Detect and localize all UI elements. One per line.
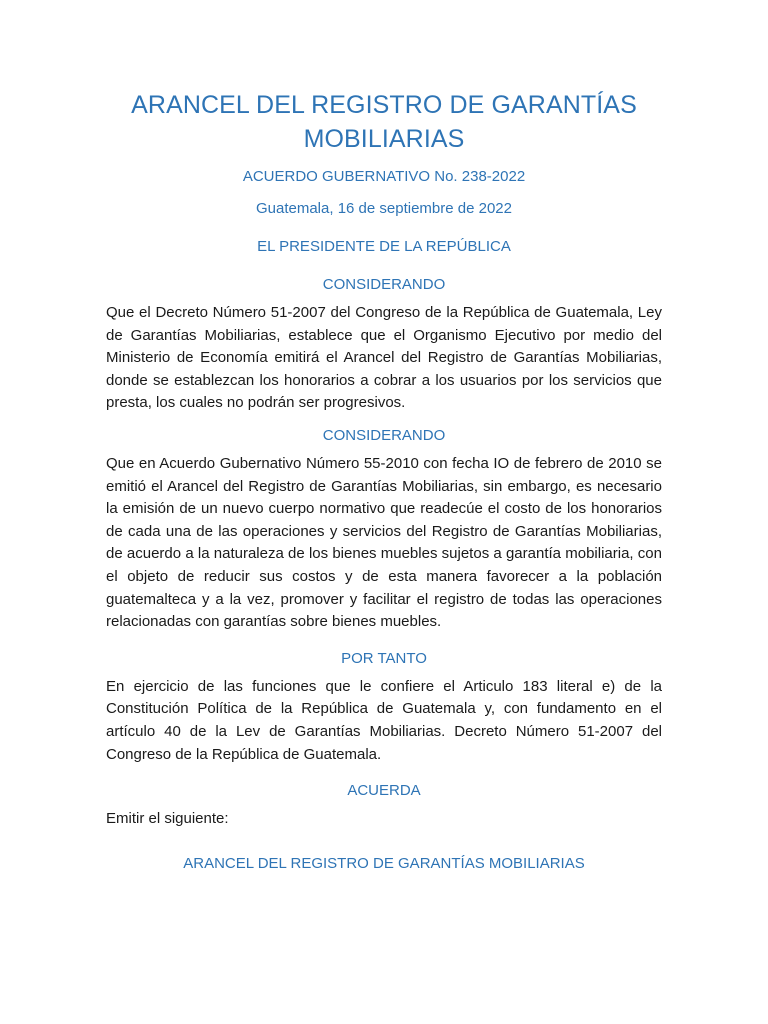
considering-paragraph-1: Que el Decreto Número 51-2007 del Congreso de la República de Guatemala, Ley de Garantías Mobiliarias, establece que el Organismo Ejecutivo por medio del Ministerio de Economía emitirá el Arancel del Registro de Garantías Mobiliarias, donde se establezcan los honorarios a cobrar a los usuarios por los servicios que presta, los cuales no podrán ser progresivos. — [106, 304, 662, 412]
therefore-heading: POR TANTO — [341, 649, 427, 667]
president-heading: EL PRESIDENTE DE LA REPÚBLICA — [257, 238, 511, 255]
agreement-number: ACUERDO GUBERNATIVO No. 238-2022 — [242, 168, 526, 185]
therefore-paragraph: En ejercicio de las funciones que le confiere el Articulo 183 literal e) de la Constitución Política de la República de Guatemala y, con fundamento en el artículo 40 de la Lev de Garantías Mobiliarias. Decreto Número 51-2007 del Congreso de la República de Guatemala. — [106, 677, 662, 763]
agrees-heading: ACUERDA — [347, 782, 421, 800]
document-title — [106, 88, 662, 156]
document-page — [106, 88, 662, 873]
document-title-line-1: ARANCEL DEL REGISTRO DE GARANTÍAS — [131, 91, 637, 119]
considering-heading-2: CONSIDERANDO — [322, 426, 446, 444]
agrees-paragraph: Emitir el siguiente: — [106, 810, 229, 828]
tariff-heading: ARANCEL DEL REGISTRO DE GARANTÍAS MOBILIARIAS — [183, 854, 585, 872]
considering-heading-1: CONSIDERANDO — [322, 276, 446, 293]
considering-paragraph-2: Que en Acuerdo Gubernativo Número 55-2010 con fecha IO de febrero de 2010 se emitió el Arancel del Registro de Garantías Mobiliarias, sin embargo, es necesario la emisión de un nuevo cuerpo normativo que readecúe el costo de los honorarios de cada una de las operaciones y servicios del Registro de Garantías Mobiliarias, de acuerdo a la naturaleza de los bienes muebles sujetos a garantía mobiliaria, con el objeto de reducir sus costos y de esta manera favorecer a la población guatemalteca y a la vez, promover y facilitar el registro de todas las operaciones relacionadas con garantías sobre bienes muebles. — [106, 454, 662, 631]
document-date: Guatemala, 16 de septiembre de 2022 — [255, 200, 512, 217]
document-title-line-2: MOBILIARIAS — [303, 125, 465, 153]
